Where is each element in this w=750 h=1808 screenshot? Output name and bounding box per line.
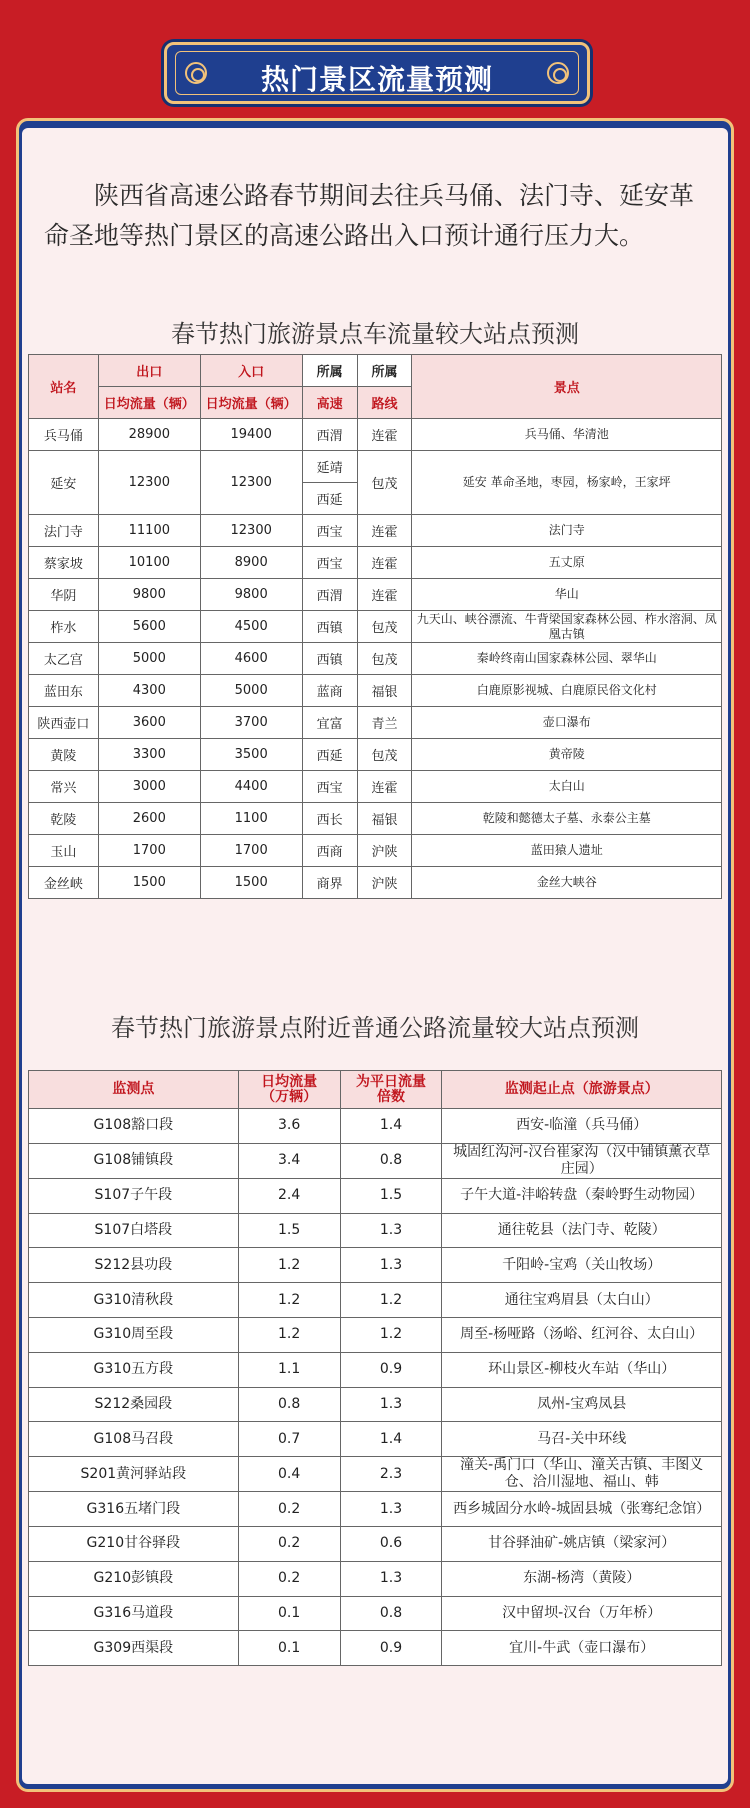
cell-range: 甘谷驿油矿-姚店镇（梁家河） bbox=[442, 1526, 722, 1561]
cell-flow: 0.2 bbox=[238, 1492, 340, 1527]
cell-point: G310五方段 bbox=[29, 1352, 239, 1387]
table-row bbox=[29, 515, 722, 547]
cell-flow: 0.4 bbox=[238, 1457, 340, 1492]
table-row bbox=[29, 1317, 722, 1352]
table-row bbox=[29, 1457, 722, 1492]
cell-ratio: 1.3 bbox=[340, 1561, 442, 1596]
cell-station: 太乙宫 bbox=[29, 643, 99, 675]
cell-entry: 5000 bbox=[200, 675, 302, 707]
cell-exit: 12300 bbox=[98, 451, 200, 515]
cell-exit: 4300 bbox=[98, 675, 200, 707]
cell-route: 包茂 bbox=[357, 643, 412, 675]
cell-flow: 1.5 bbox=[238, 1213, 340, 1248]
table-row bbox=[29, 643, 722, 675]
cell-station: 延安 bbox=[29, 451, 99, 515]
cell-spots: 太白山 bbox=[412, 771, 722, 803]
cell-highway: 宜富 bbox=[302, 707, 357, 739]
cell-ratio: 1.3 bbox=[340, 1248, 442, 1283]
header-highway-sub: 高速 bbox=[302, 387, 357, 419]
cell-highway: 西宝 bbox=[302, 515, 357, 547]
cell-exit: 5600 bbox=[98, 611, 200, 643]
table-row bbox=[29, 1561, 722, 1596]
title-banner bbox=[164, 42, 590, 104]
header-flow: 日均流量（万辆） bbox=[238, 1071, 340, 1109]
cell-range: 通往宝鸡眉县（太白山） bbox=[442, 1283, 722, 1318]
cell-point: G108马召段 bbox=[29, 1422, 239, 1457]
cell-entry: 19400 bbox=[200, 419, 302, 451]
cell-spots: 九天山、峡谷漂流、牛背梁国家森林公园、柞水溶洞、凤凰古镇 bbox=[412, 611, 722, 643]
cell-range: 环山景区-柳枝火车站（华山） bbox=[442, 1352, 722, 1387]
cell-flow: 2.4 bbox=[238, 1178, 340, 1213]
cell-route: 连霍 bbox=[357, 515, 412, 547]
table-row bbox=[29, 1631, 722, 1666]
cell-route: 青兰 bbox=[357, 707, 412, 739]
header-entry-sub: 日均流量（辆） bbox=[200, 387, 302, 419]
cell-point: S107白塔段 bbox=[29, 1213, 239, 1248]
cell-range: 西安-临潼（兵马俑） bbox=[442, 1109, 722, 1144]
header-ratio: 为平日流量倍数 bbox=[340, 1071, 442, 1109]
header-station: 站名 bbox=[29, 355, 99, 419]
cell-flow: 1.2 bbox=[238, 1283, 340, 1318]
cell-point: G310周至段 bbox=[29, 1317, 239, 1352]
table-row bbox=[29, 1283, 722, 1318]
header-route: 所属 bbox=[357, 355, 412, 387]
cell-ratio: 1.2 bbox=[340, 1317, 442, 1352]
table-row bbox=[29, 867, 722, 899]
cell-exit: 9800 bbox=[98, 579, 200, 611]
ordinary-road-table bbox=[28, 1070, 722, 1666]
cell-spots: 法门寺 bbox=[412, 515, 722, 547]
cell-entry: 3500 bbox=[200, 739, 302, 771]
cell-route: 福银 bbox=[357, 803, 412, 835]
cell-point: G316马道段 bbox=[29, 1596, 239, 1631]
cell-station: 法门寺 bbox=[29, 515, 99, 547]
cell-ratio: 1.2 bbox=[340, 1283, 442, 1318]
cell-exit: 2600 bbox=[98, 803, 200, 835]
cell-highway: 西长 bbox=[302, 803, 357, 835]
cell-route: 福银 bbox=[357, 675, 412, 707]
cell-spots: 乾陵和懿德太子墓、永泰公主墓 bbox=[412, 803, 722, 835]
cell-highway: 蓝商 bbox=[302, 675, 357, 707]
cell-spots: 秦岭终南山国家森林公园、翠华山 bbox=[412, 643, 722, 675]
cell-ratio: 2.3 bbox=[340, 1457, 442, 1492]
cell-station: 常兴 bbox=[29, 771, 99, 803]
cell-station: 柞水 bbox=[29, 611, 99, 643]
table-row bbox=[29, 803, 722, 835]
table-row bbox=[29, 675, 722, 707]
cell-flow: 3.4 bbox=[238, 1143, 340, 1178]
cell-flow: 0.1 bbox=[238, 1596, 340, 1631]
cell-flow: 3.6 bbox=[238, 1109, 340, 1144]
cell-point: S107子午段 bbox=[29, 1178, 239, 1213]
cell-flow: 1.2 bbox=[238, 1317, 340, 1352]
cell-highway: 商界 bbox=[302, 867, 357, 899]
cell-range: 宜川-牛武（壶口瀑布） bbox=[442, 1631, 722, 1666]
cell-station: 乾陵 bbox=[29, 803, 99, 835]
cell-entry: 3700 bbox=[200, 707, 302, 739]
table-row bbox=[29, 1526, 722, 1561]
cell-route: 连霍 bbox=[357, 771, 412, 803]
cell-entry: 4500 bbox=[200, 611, 302, 643]
cell-exit: 10100 bbox=[98, 547, 200, 579]
cell-ratio: 1.3 bbox=[340, 1492, 442, 1527]
cell-highway: 西商 bbox=[302, 835, 357, 867]
cell-station: 金丝峡 bbox=[29, 867, 99, 899]
cell-range: 东湖-杨湾（黄陵） bbox=[442, 1561, 722, 1596]
cell-spots: 华山 bbox=[412, 579, 722, 611]
cell-highway: 西镇 bbox=[302, 611, 357, 643]
table-row bbox=[29, 611, 722, 643]
cell-ratio: 0.8 bbox=[340, 1596, 442, 1631]
cell-exit: 3300 bbox=[98, 739, 200, 771]
cell-entry: 12300 bbox=[200, 451, 302, 515]
cell-entry: 9800 bbox=[200, 579, 302, 611]
cell-route: 连霍 bbox=[357, 579, 412, 611]
cell-exit: 11100 bbox=[98, 515, 200, 547]
cell-ratio: 1.3 bbox=[340, 1213, 442, 1248]
cell-station: 黄陵 bbox=[29, 739, 99, 771]
cell-range: 汉中留坝-汉台（万年桥） bbox=[442, 1596, 722, 1631]
cell-ratio: 1.5 bbox=[340, 1178, 442, 1213]
cell-point: G316五堵门段 bbox=[29, 1492, 239, 1527]
cell-flow: 1.2 bbox=[238, 1248, 340, 1283]
cell-exit: 3000 bbox=[98, 771, 200, 803]
table-row bbox=[29, 835, 722, 867]
table-row bbox=[29, 419, 722, 451]
cell-flow: 0.7 bbox=[238, 1422, 340, 1457]
header-highway: 所属 bbox=[302, 355, 357, 387]
cell-route: 包茂 bbox=[357, 739, 412, 771]
cell-ratio: 0.9 bbox=[340, 1631, 442, 1666]
cell-route: 包茂 bbox=[357, 451, 412, 515]
intro-paragraph: 陕西省高速公路春节期间去往兵马俑、法门寺、延安革命圣地等热门景区的高速公路出入口预计通行压力大。 bbox=[44, 181, 695, 250]
cell-range: 千阳岭-宝鸡（关山牧场） bbox=[442, 1248, 722, 1283]
cell-point: G210彭镇段 bbox=[29, 1561, 239, 1596]
cell-ratio: 1.4 bbox=[340, 1109, 442, 1144]
cell-spots: 黄帝陵 bbox=[412, 739, 722, 771]
page-title: 热门景区流量预测 bbox=[260, 63, 493, 96]
cell-point: S212县功段 bbox=[29, 1248, 239, 1283]
cell-point: G210甘谷驿段 bbox=[29, 1526, 239, 1561]
expressway-table bbox=[28, 354, 722, 899]
cell-point: G310清秋段 bbox=[29, 1283, 239, 1318]
cell-exit: 1500 bbox=[98, 867, 200, 899]
cell-route: 沪陕 bbox=[357, 835, 412, 867]
cell-highway: 西延 bbox=[302, 483, 357, 515]
cell-route: 连霍 bbox=[357, 547, 412, 579]
cell-range: 西乡城固分水岭-城固县城（张骞纪念馆） bbox=[442, 1492, 722, 1527]
cell-flow: 0.1 bbox=[238, 1631, 340, 1666]
cell-range: 马召-关中环线 bbox=[442, 1422, 722, 1457]
cell-range: 凤州-宝鸡凤县 bbox=[442, 1387, 722, 1422]
table-row bbox=[29, 547, 722, 579]
table-row bbox=[29, 1143, 722, 1178]
cell-point: S212桑园段 bbox=[29, 1387, 239, 1422]
cell-point: G108豁口段 bbox=[29, 1109, 239, 1144]
table-row bbox=[29, 1422, 722, 1457]
header-exit-sub: 日均流量（辆） bbox=[98, 387, 200, 419]
cell-entry: 8900 bbox=[200, 547, 302, 579]
table-row bbox=[29, 1352, 722, 1387]
cell-station: 兵马俑 bbox=[29, 419, 99, 451]
cell-station: 蔡家坡 bbox=[29, 547, 99, 579]
cell-station: 华阴 bbox=[29, 579, 99, 611]
content-panel bbox=[22, 128, 728, 1784]
cell-ratio: 1.3 bbox=[340, 1387, 442, 1422]
cell-highway: 西渭 bbox=[302, 579, 357, 611]
cell-spots: 壶口瀑布 bbox=[412, 707, 722, 739]
cell-exit: 3600 bbox=[98, 707, 200, 739]
cell-route: 连霍 bbox=[357, 419, 412, 451]
cell-exit: 1700 bbox=[98, 835, 200, 867]
cell-range: 周至-杨哑路（汤峪、红河谷、太白山） bbox=[442, 1317, 722, 1352]
cell-flow: 0.2 bbox=[238, 1526, 340, 1561]
cell-entry: 4400 bbox=[200, 771, 302, 803]
cell-point: G309西渠段 bbox=[29, 1631, 239, 1666]
table-row bbox=[29, 1178, 722, 1213]
cell-route: 沪陕 bbox=[357, 867, 412, 899]
cell-point: S201黄河驿站段 bbox=[29, 1457, 239, 1492]
cell-spots: 兵马俑、华清池 bbox=[412, 419, 722, 451]
cell-range: 子午大道-沣峪转盘（秦岭野生动物园） bbox=[442, 1178, 722, 1213]
cell-highway: 西镇 bbox=[302, 643, 357, 675]
cell-ratio: 0.8 bbox=[340, 1143, 442, 1178]
table-row bbox=[29, 771, 722, 803]
cell-spots: 金丝大峡谷 bbox=[412, 867, 722, 899]
cell-spots: 白鹿原影视城、白鹿原民俗文化村 bbox=[412, 675, 722, 707]
table-row bbox=[29, 1109, 722, 1144]
cell-highway: 西渭 bbox=[302, 419, 357, 451]
table-row bbox=[29, 1248, 722, 1283]
header-route-sub: 路线 bbox=[357, 387, 412, 419]
header-point: 监测点 bbox=[29, 1071, 239, 1109]
cell-range: 通往乾县（法门寺、乾陵） bbox=[442, 1213, 722, 1248]
table-row bbox=[29, 579, 722, 611]
cell-range: 城固红沟河-汉台崔家沟（汉中铺镇薰衣草庄园） bbox=[442, 1143, 722, 1178]
table-row bbox=[29, 1213, 722, 1248]
header-entry: 入口 bbox=[200, 355, 302, 387]
cell-point: G108铺镇段 bbox=[29, 1143, 239, 1178]
cell-entry: 4600 bbox=[200, 643, 302, 675]
header-range: 监测起止点（旅游景点） bbox=[442, 1071, 722, 1109]
table-row bbox=[29, 1596, 722, 1631]
cell-entry: 1100 bbox=[200, 803, 302, 835]
table-row bbox=[29, 707, 722, 739]
cell-route: 包茂 bbox=[357, 611, 412, 643]
table-row bbox=[29, 451, 722, 483]
cell-spots: 延安 革命圣地，枣园，杨家岭，王家坪 bbox=[412, 451, 722, 515]
table1-title: 春节热门旅游景点车流量较大站点预测 bbox=[171, 320, 579, 348]
cell-flow: 1.1 bbox=[238, 1352, 340, 1387]
cell-highway: 延靖 bbox=[302, 451, 357, 483]
table-row bbox=[29, 1387, 722, 1422]
cell-highway: 西宝 bbox=[302, 771, 357, 803]
cell-exit: 28900 bbox=[98, 419, 200, 451]
cell-ratio: 0.9 bbox=[340, 1352, 442, 1387]
cell-station: 蓝田东 bbox=[29, 675, 99, 707]
cell-station: 玉山 bbox=[29, 835, 99, 867]
cell-flow: 0.2 bbox=[238, 1561, 340, 1596]
cell-entry: 12300 bbox=[200, 515, 302, 547]
cell-spots: 五丈原 bbox=[412, 547, 722, 579]
cell-spots: 蓝田猿人遗址 bbox=[412, 835, 722, 867]
cell-entry: 1500 bbox=[200, 867, 302, 899]
cell-ratio: 0.6 bbox=[340, 1526, 442, 1561]
cell-ratio: 1.4 bbox=[340, 1422, 442, 1457]
cell-station: 陕西壶口 bbox=[29, 707, 99, 739]
cell-flow: 0.8 bbox=[238, 1387, 340, 1422]
cell-highway: 西延 bbox=[302, 739, 357, 771]
table2-title: 春节热门旅游景点附近普通公路流量较大站点预测 bbox=[111, 1014, 639, 1042]
header-spots: 景点 bbox=[412, 355, 722, 419]
table-row bbox=[29, 739, 722, 771]
cell-highway: 西宝 bbox=[302, 547, 357, 579]
table-row bbox=[29, 1492, 722, 1527]
cell-range: 潼关-禹门口（华山、潼关古镇、丰图义仓、洽川湿地、福山、韩 bbox=[442, 1457, 722, 1492]
cell-entry: 1700 bbox=[200, 835, 302, 867]
cell-exit: 5000 bbox=[98, 643, 200, 675]
header-exit: 出口 bbox=[98, 355, 200, 387]
